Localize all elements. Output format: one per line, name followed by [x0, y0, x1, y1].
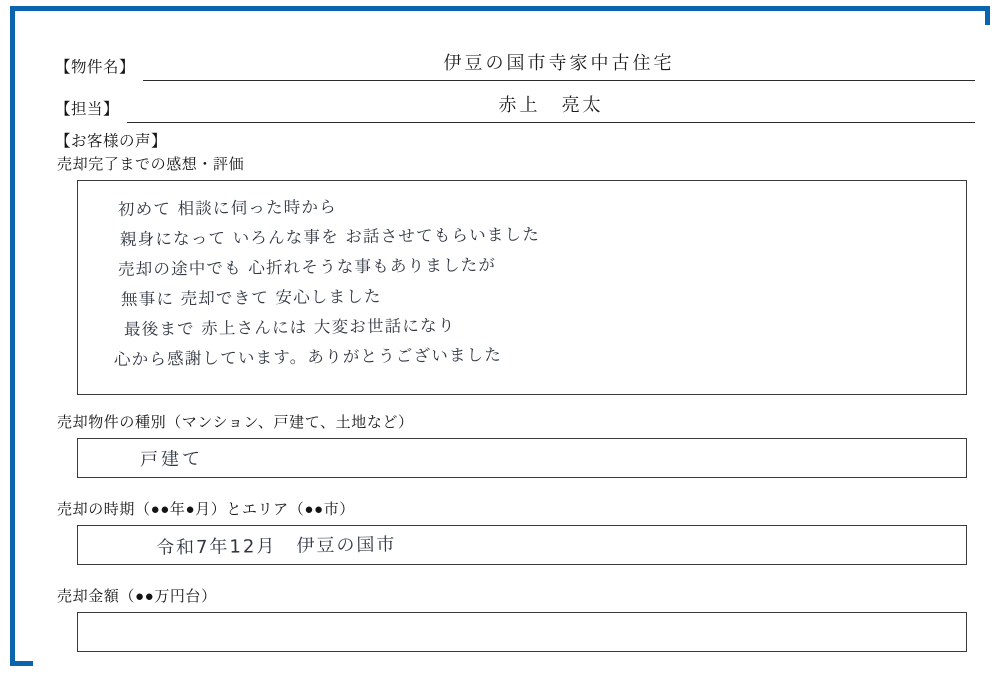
sale-period-label: 売却の時期（●●年●月）とエリア（●●市）: [57, 501, 355, 518]
questionnaire-sheet: [33, 25, 997, 671]
agent-value: 赤上 亮太: [498, 95, 604, 116]
property-name-label: 【物件名】: [55, 59, 136, 76]
customer-voice-label: 【お客様の声】: [55, 133, 168, 150]
handwritten-line: 初めて 相談に伺った時から: [117, 197, 337, 219]
handwritten-impression: [113, 195, 950, 375]
agent-field[interactable]: [127, 80, 975, 123]
handwritten-line: 無事に 売却できて 安心しました: [120, 286, 382, 309]
sale-period-value: 令和7年12月 伊豆の国市: [155, 534, 397, 559]
property-type-value: 戸建て: [139, 448, 204, 471]
handwritten-line: 売却の途中でも 心折れそうな事もありましたが: [117, 255, 497, 279]
handwritten-line: 心から感謝しています。ありがとうございました: [113, 345, 503, 369]
property-type-label: 売却物件の種別（マンション、戸建て、土地など）: [57, 414, 414, 431]
impression-label: 売却完了までの感想・評価: [57, 156, 245, 173]
sale-price-answer-box[interactable]: [77, 612, 967, 652]
property-name-value: 伊豆の国市寺家中古住宅: [443, 53, 675, 74]
agent-row: [55, 81, 975, 123]
property-name-row: [55, 39, 975, 81]
sale-price-label: 売却金額（●●万円台）: [57, 588, 217, 605]
handwritten-line: 親身になって いろんな事を お話させてもらいました: [119, 224, 541, 249]
agent-label: 【担当】: [55, 101, 120, 118]
property-name-field[interactable]: [143, 38, 975, 81]
property-type-answer-box[interactable]: [77, 438, 967, 478]
document-blue-border: [10, 6, 990, 666]
sale-period-answer-box[interactable]: [77, 525, 967, 565]
impression-answer-box[interactable]: [77, 180, 967, 395]
handwritten-line: 最後まで 赤上さんには 大変お世話になり: [123, 315, 456, 339]
